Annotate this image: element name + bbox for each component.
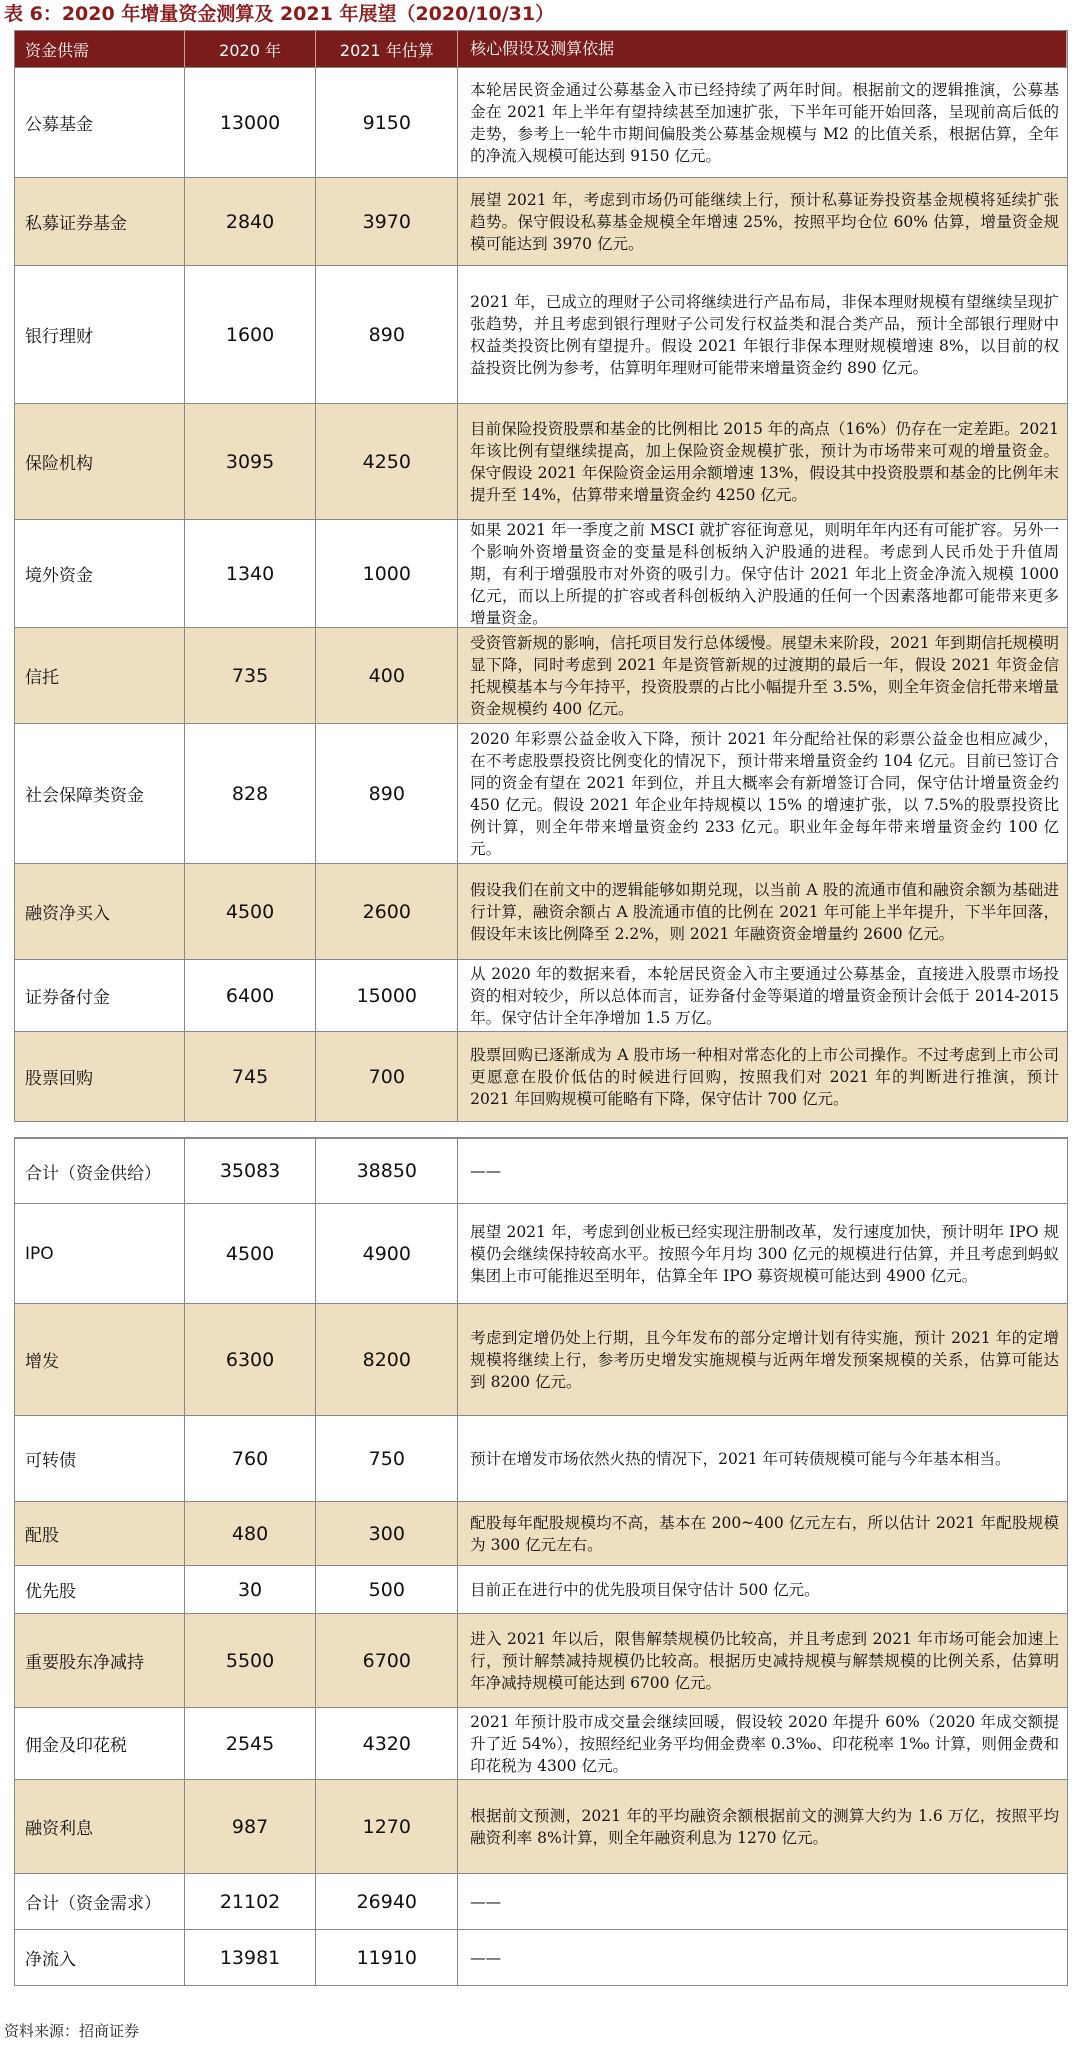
value-2020: 760 [185,1416,317,1501]
row-label: 社会保障类资金 [15,724,185,863]
row-note: 根据前文预测，2021 年的平均融资余额根据前文的测算大约为 1.6 万亿，按照平均融资利率 8%计算，则全年融资利息为 1270 亿元。 [470,1806,1059,1847]
row-note: 股票回购已逐渐成为 A 股市场一种相对常态化的上市公司操作。不过考虑到上市公司更愿意在股价低估的时候进行回购，按照我们对 2021 年的判断进行推演，预计 2021 年回购规模可能略有下降，保守估计 700 亿元。 [470,1045,1059,1108]
header-2021-estimate: 2021 年估算 [316,31,458,67]
value-2021: 8200 [316,1304,458,1415]
value-2020: 3095 [185,404,317,519]
row-label: 私募证券基金 [15,178,185,265]
value-2021: 300 [316,1502,458,1565]
table-row [14,864,1068,960]
row-note: 假设我们在前文中的逻辑能够如期兑现，以当前 A 股的流通市值和融资余额为基础进行计算，融资余额占 A 股流通市值的比例在 2021 年可能上半年提升，下半年回落，假设年末该比例降至 2.2%，则 2021 年融资资金增量约 2600 亿元。 [470,880,1059,943]
row-label: 公募基金 [15,68,185,177]
value-2020: 745 [185,1032,317,1121]
row-note: —— [470,1162,502,1180]
value-2021: 4320 [316,1708,458,1779]
table-row [14,724,1068,864]
row-label: 净流入 [15,1930,185,1985]
table-row [14,520,1068,628]
table-row [14,1032,1068,1122]
table-row [14,1416,1068,1502]
row-note: 进入 2021 年以后，限售解禁规模仍比较高，并且考虑到 2021 年市场可能会加速上行，预计解禁减持规模仍比较高。根据历史减持规模与解禁规模的比例关系，估算明年净减持规模可能达到 6700 亿元。 [470,1629,1059,1692]
value-2020: 13000 [185,68,317,177]
row-note: 受资管新规的影响，信托项目发行总体缓慢。展望未来阶段，2021 年到期信托规模明显下降，同时考虑到 2021 年是资管新规的过渡期的最后一年，假设 2021 年资金信托规模基本与今年持平，投资股票的占比小幅提升至 3.5%，则全年资金信托带来增量资金规模约 400 亿元。 [470,633,1059,718]
row-label: 优先股 [15,1566,185,1613]
funds-table [14,30,1068,1986]
row-label: 股票回购 [15,1032,185,1121]
value-2021: 4250 [316,404,458,519]
section-gap [14,1122,1068,1138]
table-row [14,178,1068,266]
row-label: 增发 [15,1304,185,1415]
row-note: —— [470,1892,502,1911]
row-note: 从 2020 年的数据来看，本轮居民资金入市主要通过公募基金，直接进入股票市场投资的相对较少，所以总体而言，证券备付金等渠道的增量资金预计会低于 2014-2015 年。保守估计全年净增加 1.5 万亿。 [470,964,1059,1027]
row-note: 本轮居民资金通过公募基金入市已经持续了两年时间。根据前文的逻辑推演，公募基金在 2021 年上半年有望持续甚至加速扩张，下半年可能开始回落，呈现前高后低的走势，参考上一轮牛市期间偏股类公募基金规模与 M2 的比值关系，根据估算，全年的净流入规模可能达到 9150 亿元。 [470,80,1059,165]
table-row [14,1304,1068,1416]
row-label: 境外资金 [15,520,185,627]
table-row [14,1566,1068,1614]
row-label: 融资净买入 [15,864,185,959]
value-2020: 2545 [185,1708,317,1779]
row-label: 银行理财 [15,266,185,403]
header-2020: 2020 年 [185,31,317,67]
value-2021: 750 [316,1416,458,1501]
source-note: 资料来源：招商证券 [4,2022,140,2040]
row-note: 2020 年彩票公益金收入下降，预计 2021 年分配给社保的彩票公益金也相应减少，在不考虑股票投资比例变化的情况下，预计带来增量资金约 104 亿元。目前已签订合同的资金有望在 2021 年到位，并且大概率会有新增签订合同，保守估计增量资金约 450 亿元。假设 2021 年企业年持规模以 15% 的增速扩张，以 7.5%的股票投资比例计算，则全年带来增量资金约 233 亿元。职业年金每年带来增量资金约 100 亿元。 [470,729,1059,858]
row-label: 可转债 [15,1416,185,1501]
table-row [14,1138,1068,1204]
value-2021: 700 [316,1032,458,1121]
header-supply-demand: 资金供需 [15,31,185,67]
value-2020: 987 [185,1780,317,1873]
value-2020: 1600 [185,266,317,403]
value-2020: 2840 [185,178,317,265]
row-note: 目前保险投资股票和基金的比例相比 2015 年的高点（16%）仍存在一定差距。2021 年该比例有望继续提高，加上保险资金规模扩张，预计为市场带来可观的增量资金。保守假设 2021 年保险资金运用余额增速 13%，假设其中投资股票和基金的比例年末提升至 14%，估算带来增量资金约 4250 亿元。 [470,419,1059,504]
value-2020: 480 [185,1502,317,1565]
row-note: 如果 2021 年一季度之前 MSCI 就扩容征询意见，则明年年内还有可能扩容。另外一个影响外资增量资金的变量是科创板纳入沪股通的进程。考虑到人民币处于升值周期，有利于增强股市对外资的吸引力。保守估计 2021 年北上资金净流入规模 1000 亿元，而以上所提的扩容或者科创板纳入沪股通的任何一个因素落地都可能带来更多增量资金。 [470,520,1059,627]
value-2020: 6400 [185,960,317,1031]
table-title: 表 6：2020 年增量资金测算及 2021 年展望（2020/10/31） [4,3,555,25]
row-label: 配股 [15,1502,185,1565]
row-note: —— [470,1948,502,1967]
value-2021: 11910 [316,1930,458,1985]
row-note: 考虑到定增仍处上行期，且今年发布的部分定增计划有待实施，预计 2021 年的定增规模将继续上行，参考历史增发实施规模与近两年增发预案规模的关系，估算可能达到 8200 亿元。 [470,1328,1059,1391]
demand-section [14,1138,1068,1986]
table-row [14,1874,1068,1930]
row-note: 2021 年预计股市成交量会继续回暖，假设较 2020 年提升 60%（2020 年成交额提升了近 54%），按照经纪业务平均佣金费率 0.3‰、印花税率 1‰ 计算，则佣金费和印花税为 4300 亿元。 [470,1712,1059,1775]
value-2021: 9150 [316,68,458,177]
value-2020: 735 [185,628,317,723]
table-row [14,960,1068,1032]
value-2020: 30 [185,1566,317,1613]
table-row [14,1708,1068,1780]
value-2020: 6300 [185,1304,317,1415]
row-label: 合计（资金需求） [15,1874,185,1929]
row-label: 合计（资金供给） [15,1139,185,1203]
value-2021: 400 [316,628,458,723]
value-2020: 35083 [185,1139,317,1203]
row-label: 信托 [15,628,185,723]
value-2020: 828 [185,724,317,863]
table-row [14,1614,1068,1708]
row-note: 目前正在进行中的优先股项目保守估计 500 亿元。 [470,1580,820,1599]
value-2021: 890 [316,724,458,863]
value-2020: 13981 [185,1930,317,1985]
value-2021: 500 [316,1566,458,1613]
value-2020: 1340 [185,520,317,627]
value-2021: 1270 [316,1780,458,1873]
table-row [14,628,1068,724]
value-2020: 4500 [185,864,317,959]
row-note: 展望 2021 年，考虑到市场仍可能继续上行，预计私募证券投资基金规模将延续扩张趋势。保守假设私募基金规模全年增速 25%，按照平均仓位 60% 估算，增量资金规模可能达到 3970 亿元。 [470,190,1059,253]
value-2021: 6700 [316,1614,458,1707]
value-2021: 2600 [316,864,458,959]
table-row [14,1930,1068,1986]
value-2021: 4900 [316,1204,458,1303]
header-assumptions: 核心假设及测算依据 [458,31,1067,67]
value-2021: 38850 [316,1139,458,1203]
row-label: 保险机构 [15,404,185,519]
table-header-row [14,30,1068,68]
row-note: 预计在增发市场依然火热的情况下，2021 年可转债规模可能与今年基本相当。 [470,1449,1011,1468]
table-row [14,1204,1068,1304]
row-label: IPO [15,1204,185,1303]
value-2020: 21102 [185,1874,317,1929]
table-row [14,1502,1068,1566]
table-row [14,68,1068,178]
row-label: 佣金及印花税 [15,1708,185,1779]
value-2021: 890 [316,266,458,403]
supply-section [14,68,1068,1122]
table-row [14,1780,1068,1874]
row-label: 证券备付金 [15,960,185,1031]
value-2021: 1000 [316,520,458,627]
value-2021: 26940 [316,1874,458,1929]
value-2020: 5500 [185,1614,317,1707]
row-label: 重要股东净减持 [15,1614,185,1707]
row-note: 配股每年配股规模均不高，基本在 200~400 亿元左右，所以估计 2021 年配股规模为 300 亿元左右。 [470,1513,1059,1554]
value-2020: 4500 [185,1204,317,1303]
row-label: 融资利息 [15,1780,185,1873]
table-row [14,404,1068,520]
table-row [14,266,1068,404]
value-2021: 15000 [316,960,458,1031]
row-note: 展望 2021 年，考虑到创业板已经实现注册制改革，发行速度加快，预计明年 IPO 规模仍会继续保持较高水平。按照今年月均 300 亿元的规模进行估算，并且考虑到蚂蚁集团上市可能推迟至明年，估算全年 IPO 募资规模可能达到 4900 亿元。 [470,1222,1059,1285]
row-note: 2021 年，已成立的理财子公司将继续进行产品布局，非保本理财规模有望继续呈现扩张趋势，并且考虑到银行理财子公司发行权益类和混合类产品，预计全部银行理财中权益类投资比例有望提升。假设 2021 年银行非保本理财规模增速 8%，以目前的权益投资比例为参考，估算明年理财可能带来增量资金约 890 亿元。 [470,292,1059,377]
value-2021: 3970 [316,178,458,265]
